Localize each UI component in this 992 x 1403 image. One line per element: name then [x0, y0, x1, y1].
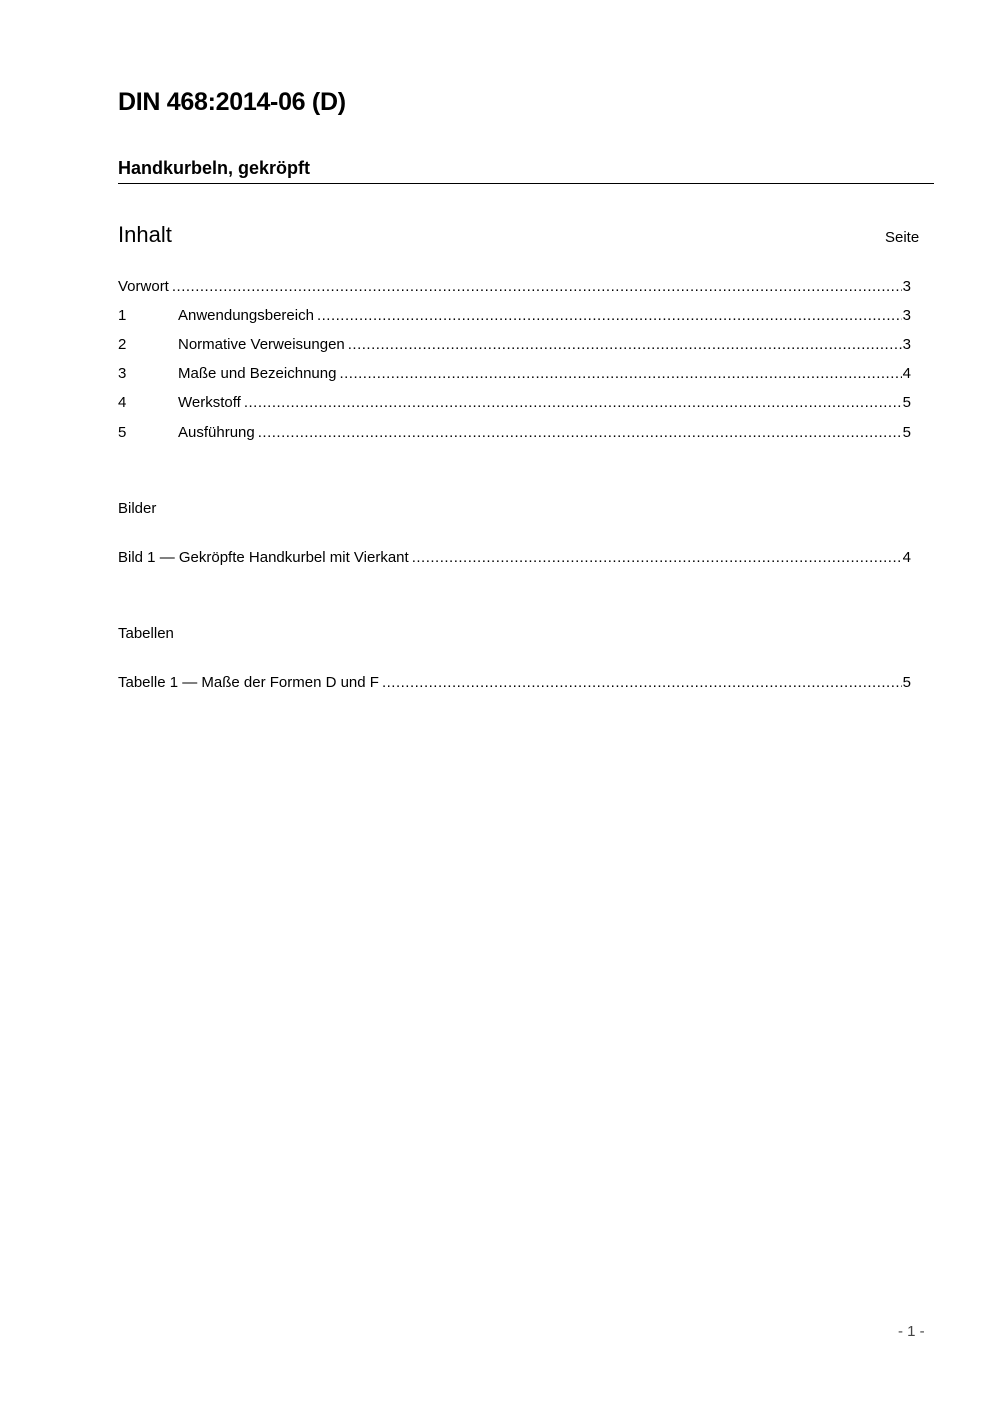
- toc-entry-5[interactable]: [118, 424, 911, 444]
- toc-entry-page: 3: [902, 307, 911, 324]
- title-divider: [118, 183, 934, 184]
- figure-entry-page: 4: [902, 549, 911, 566]
- toc-entry-2[interactable]: [118, 336, 911, 356]
- toc-entry-title: Maße und Bezeichnung: [178, 365, 337, 382]
- dot-leader: [339, 365, 901, 382]
- toc-entry-4[interactable]: [118, 394, 911, 414]
- toc-entry-number: 4: [118, 394, 127, 411]
- toc-entry-page: 4: [902, 365, 911, 382]
- toc-entry-title: Ausführung: [178, 424, 255, 441]
- dot-leader: [258, 424, 902, 441]
- toc-entry-number: 5: [118, 424, 127, 441]
- document-id: DIN 468:2014-06 (D): [118, 88, 346, 116]
- dot-leader: [412, 549, 902, 566]
- toc-entry-number: 1: [118, 307, 127, 324]
- toc-entry-1[interactable]: [118, 307, 911, 327]
- dot-leader: [348, 336, 902, 353]
- table-entry-1[interactable]: [118, 674, 911, 694]
- table-entry-title: Tabelle 1 — Maße der Formen D und F: [118, 674, 379, 691]
- toc-entry-number: 2: [118, 336, 127, 353]
- toc-entry-title: Normative Verweisungen: [178, 336, 345, 353]
- dot-leader: [317, 307, 902, 324]
- document-subtitle: Handkurbeln, gekröpft: [118, 158, 311, 178]
- toc-entry-page: 3: [902, 336, 911, 353]
- figure-entry-1[interactable]: [118, 549, 911, 569]
- figure-entry-title: Bild 1 — Gekröpfte Handkurbel mit Vierkant: [118, 549, 409, 566]
- dot-leader: [382, 674, 902, 691]
- toc-entry-title: Anwendungsbereich: [178, 307, 314, 324]
- toc-entry-title: Vorwort: [118, 278, 169, 295]
- dot-leader: [172, 278, 902, 295]
- page-column-label: Seite: [885, 229, 920, 246]
- toc-entry-title: Werkstoff: [178, 394, 241, 411]
- dot-leader: [244, 394, 902, 411]
- toc-entry-number: 3: [118, 365, 127, 382]
- tables-heading: Tabellen: [118, 625, 174, 642]
- toc-entry-vorwort[interactable]: [118, 278, 911, 298]
- toc-entry-page: 5: [902, 394, 911, 411]
- page-number-footer: - 1 -: [898, 1323, 925, 1340]
- toc-entry-page: 5: [902, 424, 911, 441]
- toc-heading: Inhalt: [118, 222, 172, 247]
- toc-entry-page: 3: [902, 278, 911, 295]
- toc-entry-3[interactable]: [118, 365, 911, 385]
- table-entry-page: 5: [902, 674, 911, 691]
- figures-heading: Bilder: [118, 500, 157, 517]
